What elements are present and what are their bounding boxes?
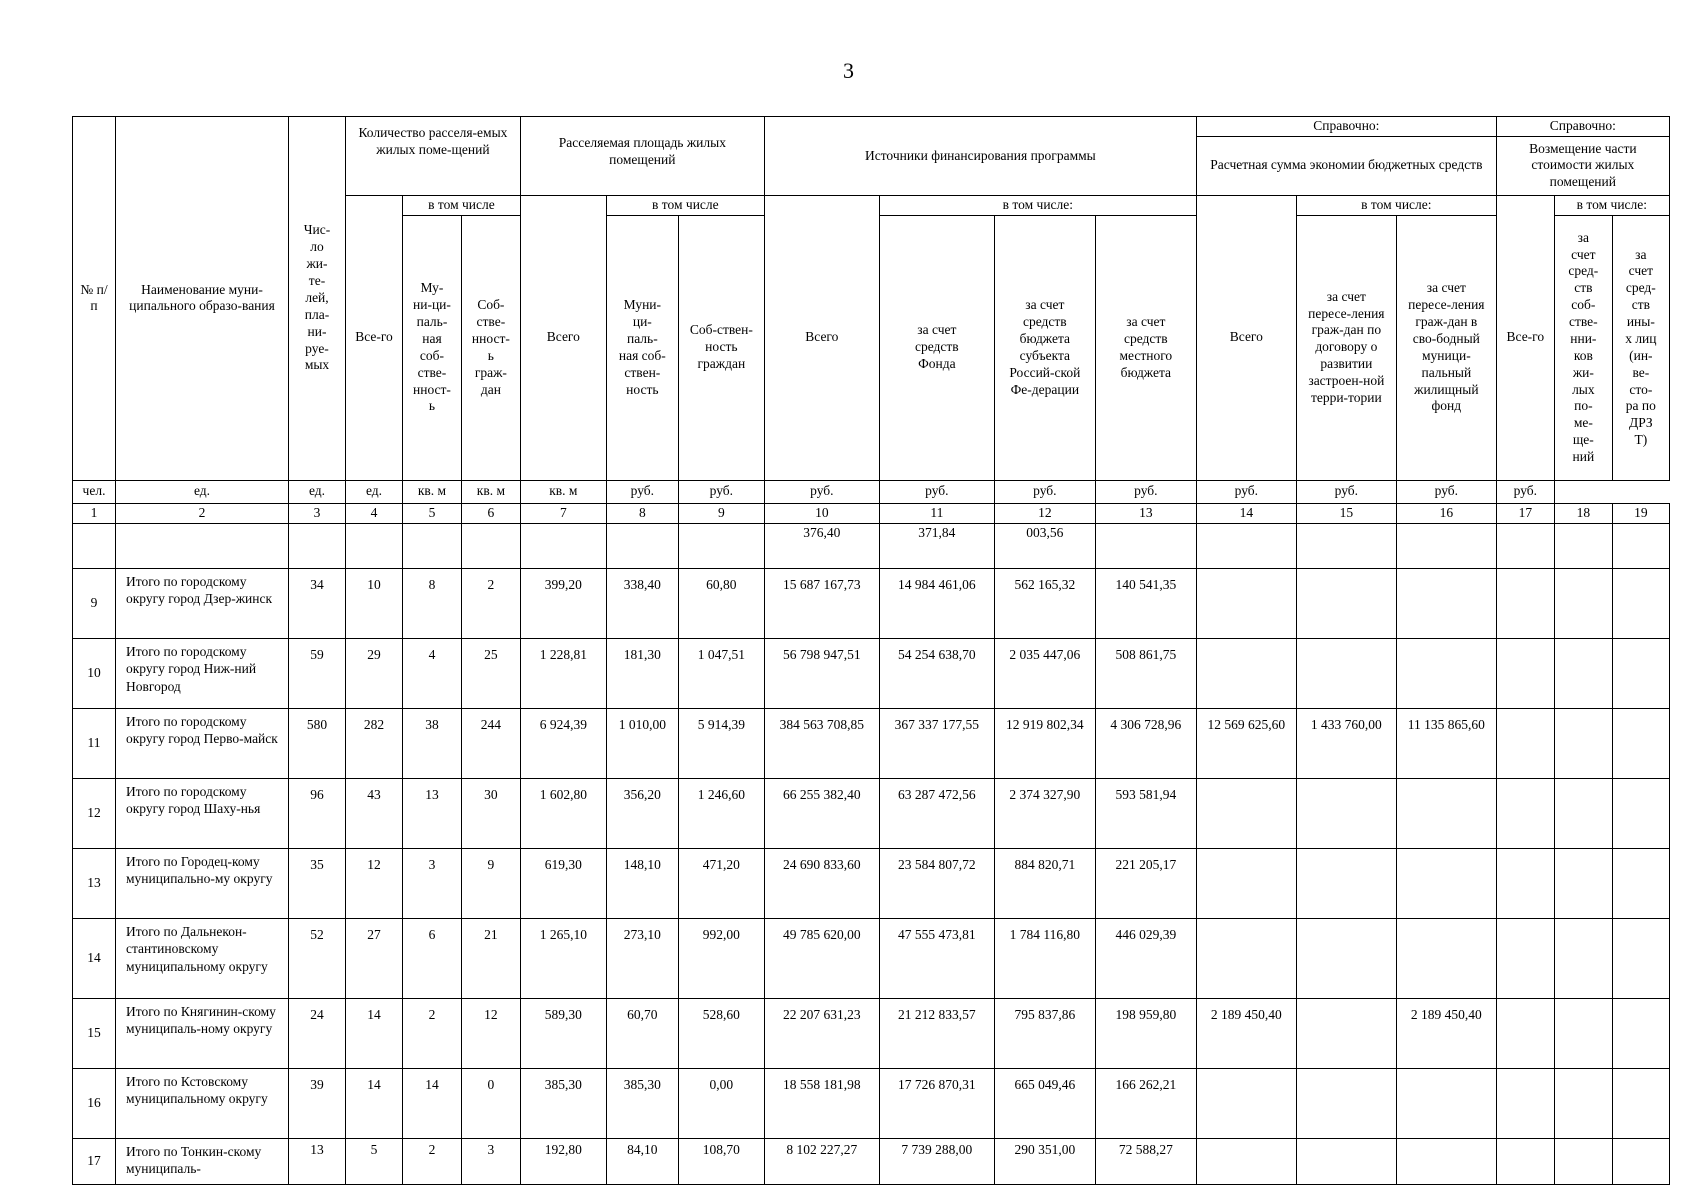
cell-c16 xyxy=(1396,1068,1496,1138)
cell-c11: 63 287 472,56 xyxy=(879,778,994,848)
cell-c6: 0 xyxy=(461,1068,520,1138)
cell-c10: 24 690 833,60 xyxy=(764,848,879,918)
cell-c12: 884 820,71 xyxy=(994,848,1095,918)
column-number-cell: 1 xyxy=(73,503,116,523)
cell-c9: 992,00 xyxy=(678,918,764,998)
table-row xyxy=(73,1138,1670,1184)
cell-c18 xyxy=(1554,778,1612,848)
table-row xyxy=(73,998,1670,1068)
cell-c19 xyxy=(1612,1068,1669,1138)
cell-c18 xyxy=(1554,568,1612,638)
cell-c13: 221 205,17 xyxy=(1095,848,1196,918)
cell-c11: 21 212 833,57 xyxy=(879,998,994,1068)
cell-c3: 34 xyxy=(289,568,346,638)
header-count-total: Все-го xyxy=(346,195,403,480)
cell-c5: 8 xyxy=(403,568,462,638)
column-number-cell: 17 xyxy=(1496,503,1554,523)
municipality-name: Итого по Городец-кому муниципально-му округу xyxy=(116,848,289,918)
cell-c19 xyxy=(1612,998,1669,1068)
column-number-cell: 11 xyxy=(879,503,994,523)
header-area-group: Расселяемая площадь жилых помещений xyxy=(520,117,764,196)
cell-c11: 47 555 473,81 xyxy=(879,918,994,998)
cell-c8: 60,70 xyxy=(606,998,678,1068)
cell-c11: 7 739 288,00 xyxy=(879,1138,994,1184)
header-savings-total: Всего xyxy=(1196,195,1296,480)
unit-cell: руб. xyxy=(764,480,879,503)
column-number-cell: 5 xyxy=(403,503,462,523)
continuation-c11: 371,84 xyxy=(879,523,994,568)
table-row xyxy=(73,918,1670,998)
header-comp-total: Все-го xyxy=(1496,195,1554,480)
cell-c19 xyxy=(1612,638,1669,708)
cell-c13: 166 262,21 xyxy=(1095,1068,1196,1138)
cell-c13: 72 588,27 xyxy=(1095,1138,1196,1184)
header-count-group: Количество расселя-емых жилых поме-щений xyxy=(346,117,521,196)
cell-c4: 14 xyxy=(346,998,403,1068)
cell-c5: 6 xyxy=(403,918,462,998)
cell-c8: 181,30 xyxy=(606,638,678,708)
table-row xyxy=(73,778,1670,848)
cell-c17 xyxy=(1496,848,1554,918)
cell-c10: 18 558 181,98 xyxy=(764,1068,879,1138)
continuation-body xyxy=(73,523,1670,568)
unit-cell: кв. м xyxy=(403,480,462,503)
header-area-muni: Муни-ци-паль-ная соб-ствен-ность xyxy=(606,215,678,480)
cell-c4: 29 xyxy=(346,638,403,708)
cell-c10: 66 255 382,40 xyxy=(764,778,879,848)
cell-c16: 2 189 450,40 xyxy=(1396,998,1496,1068)
header-finance-total: Всего xyxy=(764,195,879,480)
header-citizen-own: Соб-стве-нност-ь граж-дан xyxy=(461,215,520,480)
cell-c6: 12 xyxy=(461,998,520,1068)
table-row xyxy=(73,1068,1670,1138)
cell-c11: 14 984 461,06 xyxy=(879,568,994,638)
cell-c10: 49 785 620,00 xyxy=(764,918,879,998)
cell-c6: 3 xyxy=(461,1138,520,1184)
cell-c17 xyxy=(1496,708,1554,778)
column-number-cell: 10 xyxy=(764,503,879,523)
column-number-cell: 2 xyxy=(116,503,289,523)
cell-c9: 1 047,51 xyxy=(678,638,764,708)
cell-c9: 5 914,39 xyxy=(678,708,764,778)
header-dev: за счет пересе-ления граж-дан по договору о развитии застроен-ной терри-тории xyxy=(1296,215,1396,480)
row-number: 10 xyxy=(73,638,116,708)
cell-c4: 12 xyxy=(346,848,403,918)
cell-c16 xyxy=(1396,848,1496,918)
header-others: за счет сред-ств ины-х лиц (ин-ве-сто-ра по ДРЗ Т) xyxy=(1612,215,1669,480)
cell-c4: 10 xyxy=(346,568,403,638)
header-muni-own: Му-ни-ци-паль-ная соб-стве-нност-ь xyxy=(403,215,462,480)
row-number: 14 xyxy=(73,918,116,998)
cell-c12: 2 035 447,06 xyxy=(994,638,1095,708)
cell-c10: 15 687 167,73 xyxy=(764,568,879,638)
column-number-cell: 16 xyxy=(1396,503,1496,523)
municipality-name: Итого по Княгинин-скому муниципаль-ному округу xyxy=(116,998,289,1068)
cell-c13: 140 541,35 xyxy=(1095,568,1196,638)
cell-c12: 12 919 802,34 xyxy=(994,708,1095,778)
cell-c14 xyxy=(1196,848,1296,918)
cell-c18 xyxy=(1554,848,1612,918)
cell-c6: 244 xyxy=(461,708,520,778)
cell-c9: 108,70 xyxy=(678,1138,764,1184)
cell-c16 xyxy=(1396,918,1496,998)
row-number: 12 xyxy=(73,778,116,848)
cell-c7: 1 265,10 xyxy=(520,918,606,998)
header-comp-incl: в том числе: xyxy=(1554,195,1669,215)
header-owners: за счет сред-ств соб-стве-нни-ков жи-лых по-ме-ще-ний xyxy=(1554,215,1612,480)
cell-c15 xyxy=(1296,848,1396,918)
continuation-row xyxy=(73,523,1670,568)
cell-c11: 367 337 177,55 xyxy=(879,708,994,778)
unit-cell: чел. xyxy=(73,480,116,503)
cell-c18 xyxy=(1554,998,1612,1068)
cell-c11: 17 726 870,31 xyxy=(879,1068,994,1138)
header-savings-incl: в том числе: xyxy=(1296,195,1496,215)
cell-c3: 13 xyxy=(289,1138,346,1184)
row-number: 13 xyxy=(73,848,116,918)
header-local: за счет средств местного бюджета xyxy=(1095,215,1196,480)
unit-cell: ед. xyxy=(289,480,346,503)
cell-c7: 619,30 xyxy=(520,848,606,918)
header-ref1: Справочно: xyxy=(1196,117,1496,137)
column-number-cell: 6 xyxy=(461,503,520,523)
cell-c8: 1 010,00 xyxy=(606,708,678,778)
table-row xyxy=(73,568,1670,638)
cell-c18 xyxy=(1554,918,1612,998)
cell-c9: 1 246,60 xyxy=(678,778,764,848)
cell-c13: 198 959,80 xyxy=(1095,998,1196,1068)
cell-c6: 2 xyxy=(461,568,520,638)
cell-c5: 14 xyxy=(403,1068,462,1138)
unit-cell: руб. xyxy=(1196,480,1296,503)
header-finance-incl: в том числе: xyxy=(879,195,1196,215)
cell-c9: 528,60 xyxy=(678,998,764,1068)
cell-c8: 273,10 xyxy=(606,918,678,998)
cell-c5: 13 xyxy=(403,778,462,848)
cell-c15 xyxy=(1296,918,1396,998)
column-number-cell: 14 xyxy=(1196,503,1296,523)
cell-c15 xyxy=(1296,1138,1396,1184)
cell-c19 xyxy=(1612,778,1669,848)
cell-c12: 665 049,46 xyxy=(994,1068,1095,1138)
row-number: 9 xyxy=(73,568,116,638)
cell-c16 xyxy=(1396,778,1496,848)
header-ref2: Справочно: xyxy=(1496,117,1669,137)
cell-c13: 508 861,75 xyxy=(1095,638,1196,708)
cell-c17 xyxy=(1496,778,1554,848)
cell-c4: 27 xyxy=(346,918,403,998)
column-number-cell: 3 xyxy=(289,503,346,523)
cell-c19 xyxy=(1612,708,1669,778)
cell-c15 xyxy=(1296,1068,1396,1138)
cell-c18 xyxy=(1554,708,1612,778)
cell-c7: 399,20 xyxy=(520,568,606,638)
cell-c6: 9 xyxy=(461,848,520,918)
municipality-name: Итого по городскому округу город Шаху-нья xyxy=(116,778,289,848)
row-number: 17 xyxy=(73,1138,116,1184)
cell-c14 xyxy=(1196,1068,1296,1138)
header-finance-group: Источники финансирования программы xyxy=(764,117,1196,196)
cell-c3: 96 xyxy=(289,778,346,848)
unit-cell: ед. xyxy=(346,480,403,503)
resettlement-table xyxy=(72,116,1670,1185)
cell-c16: 11 135 865,60 xyxy=(1396,708,1496,778)
header-savings-group: Расчетная сумма экономии бюджетных средств xyxy=(1196,136,1496,195)
cell-c10: 384 563 708,85 xyxy=(764,708,879,778)
cell-c12: 795 837,86 xyxy=(994,998,1095,1068)
cell-c19 xyxy=(1612,568,1669,638)
column-number-cell: 15 xyxy=(1296,503,1396,523)
cell-c4: 5 xyxy=(346,1138,403,1184)
header-free: за счет пересе-ления граж-дан в сво-бодный муници-пальный жилищный фонд xyxy=(1396,215,1496,480)
cell-c18 xyxy=(1554,1068,1612,1138)
cell-c15 xyxy=(1296,778,1396,848)
header-area-total: Всего xyxy=(520,195,606,480)
cell-c12: 2 374 327,90 xyxy=(994,778,1095,848)
cell-c19 xyxy=(1612,918,1669,998)
cell-c17 xyxy=(1496,1138,1554,1184)
cell-c17 xyxy=(1496,568,1554,638)
cell-c16 xyxy=(1396,638,1496,708)
cell-c10: 8 102 227,27 xyxy=(764,1138,879,1184)
cell-c4: 14 xyxy=(346,1068,403,1138)
unit-cell: руб. xyxy=(1396,480,1496,503)
cell-c3: 39 xyxy=(289,1068,346,1138)
cell-c11: 23 584 807,72 xyxy=(879,848,994,918)
cell-c3: 59 xyxy=(289,638,346,708)
cell-c5: 38 xyxy=(403,708,462,778)
header-area-incl: в том числе xyxy=(606,195,764,215)
cell-c7: 1 228,81 xyxy=(520,638,606,708)
cell-c12: 290 351,00 xyxy=(994,1138,1095,1184)
municipality-name: Итого по Дальнекон-стантиновскому муниципальному округу xyxy=(116,918,289,998)
unit-cell: кв. м xyxy=(520,480,606,503)
column-numbers xyxy=(73,503,1670,523)
cell-c3: 24 xyxy=(289,998,346,1068)
cell-c3: 35 xyxy=(289,848,346,918)
units-row xyxy=(73,480,1670,503)
cell-c16 xyxy=(1396,1138,1496,1184)
cell-c7: 6 924,39 xyxy=(520,708,606,778)
cell-c13: 446 029,39 xyxy=(1095,918,1196,998)
unit-cell: руб. xyxy=(879,480,994,503)
header-comp-group: Возмещение части стоимости жилых помещений xyxy=(1496,136,1669,195)
cell-c18 xyxy=(1554,1138,1612,1184)
cell-c3: 580 xyxy=(289,708,346,778)
cell-c12: 1 784 116,80 xyxy=(994,918,1095,998)
municipality-name: Итого по Кстовскому муниципальному округу xyxy=(116,1068,289,1138)
cell-c5: 4 xyxy=(403,638,462,708)
continuation-c12: 003,56 xyxy=(994,523,1095,568)
cell-c10: 56 798 947,51 xyxy=(764,638,879,708)
header-num: № п/п xyxy=(73,117,116,481)
cell-c19 xyxy=(1612,848,1669,918)
cell-c5: 2 xyxy=(403,1138,462,1184)
cell-c15 xyxy=(1296,998,1396,1068)
cell-c14: 2 189 450,40 xyxy=(1196,998,1296,1068)
header-name: Наименование муни-ципального образо-вания xyxy=(116,117,289,481)
cell-c10: 22 207 631,23 xyxy=(764,998,879,1068)
cell-c4: 43 xyxy=(346,778,403,848)
cell-c15: 1 433 760,00 xyxy=(1296,708,1396,778)
table-row xyxy=(73,638,1670,708)
municipality-name: Итого по городскому округу город Ниж-ний Новгород xyxy=(116,638,289,708)
cell-c6: 25 xyxy=(461,638,520,708)
cell-c14 xyxy=(1196,778,1296,848)
column-number-cell: 13 xyxy=(1095,503,1196,523)
header-row-1 xyxy=(73,117,1670,137)
cell-c14 xyxy=(1196,1138,1296,1184)
cell-c5: 2 xyxy=(403,998,462,1068)
cell-c11: 54 254 638,70 xyxy=(879,638,994,708)
cell-c9: 471,20 xyxy=(678,848,764,918)
header-area-citizen: Соб-ствен-ность граждан xyxy=(678,215,764,480)
cell-c17 xyxy=(1496,1068,1554,1138)
cell-c17 xyxy=(1496,638,1554,708)
cell-c8: 356,20 xyxy=(606,778,678,848)
column-number-cell: 19 xyxy=(1612,503,1669,523)
cell-c14 xyxy=(1196,638,1296,708)
data-rows xyxy=(73,568,1670,1184)
header-fund: за счет средств Фонда xyxy=(879,215,994,480)
cell-c7: 589,30 xyxy=(520,998,606,1068)
column-number-cell: 4 xyxy=(346,503,403,523)
continuation-c10: 376,40 xyxy=(764,523,879,568)
cell-c16 xyxy=(1396,568,1496,638)
cell-c13: 593 581,94 xyxy=(1095,778,1196,848)
cell-c8: 148,10 xyxy=(606,848,678,918)
municipality-name: Итого по городскому округу город Дзер-жинск xyxy=(116,568,289,638)
cell-c14 xyxy=(1196,918,1296,998)
table-row xyxy=(73,848,1670,918)
cell-c8: 84,10 xyxy=(606,1138,678,1184)
unit-cell: руб. xyxy=(678,480,764,503)
cell-c12: 562 165,32 xyxy=(994,568,1095,638)
cell-c14: 12 569 625,60 xyxy=(1196,708,1296,778)
municipality-name: Итого по городскому округу город Перво-майск xyxy=(116,708,289,778)
cell-c4: 282 xyxy=(346,708,403,778)
unit-cell: кв. м xyxy=(461,480,520,503)
unit-cell: руб. xyxy=(606,480,678,503)
cell-c14 xyxy=(1196,568,1296,638)
row-number: 15 xyxy=(73,998,116,1068)
cell-c3: 52 xyxy=(289,918,346,998)
header-subject: за счет средств бюджета субъекта Россий-ской Фе-дерации xyxy=(994,215,1095,480)
row-number: 16 xyxy=(73,1068,116,1138)
unit-cell: руб. xyxy=(1095,480,1196,503)
table-row xyxy=(73,708,1670,778)
cell-c6: 30 xyxy=(461,778,520,848)
column-number-cell: 9 xyxy=(678,503,764,523)
column-numbers-row xyxy=(73,503,1670,523)
cell-c15 xyxy=(1296,568,1396,638)
page-number: 3 xyxy=(843,58,854,83)
cell-c7: 385,30 xyxy=(520,1068,606,1138)
cell-c17 xyxy=(1496,918,1554,998)
cell-c9: 60,80 xyxy=(678,568,764,638)
cell-c9: 0,00 xyxy=(678,1068,764,1138)
cell-c8: 338,40 xyxy=(606,568,678,638)
cell-c5: 3 xyxy=(403,848,462,918)
cell-c15 xyxy=(1296,638,1396,708)
cell-c13: 4 306 728,96 xyxy=(1095,708,1196,778)
municipality-name: Итого по Тонкин-скому муниципаль- xyxy=(116,1138,289,1184)
column-number-cell: 18 xyxy=(1554,503,1612,523)
cell-c17 xyxy=(1496,998,1554,1068)
cell-c7: 1 602,80 xyxy=(520,778,606,848)
cell-c7: 192,80 xyxy=(520,1138,606,1184)
column-number-cell: 7 xyxy=(520,503,606,523)
cell-c19 xyxy=(1612,1138,1669,1184)
header-count-incl: в том числе xyxy=(403,195,521,215)
row-number: 11 xyxy=(73,708,116,778)
unit-cell: руб. xyxy=(1296,480,1396,503)
column-number-cell: 8 xyxy=(606,503,678,523)
unit-cell: руб. xyxy=(1496,480,1554,503)
cell-c18 xyxy=(1554,638,1612,708)
unit-cell: ед. xyxy=(116,480,289,503)
column-number-cell: 12 xyxy=(994,503,1095,523)
unit-cell: руб. xyxy=(994,480,1095,503)
cell-c8: 385,30 xyxy=(606,1068,678,1138)
cell-c6: 21 xyxy=(461,918,520,998)
header-residents: Чис-ло жи-те-лей, пла-ни-руе-мых xyxy=(289,117,346,481)
